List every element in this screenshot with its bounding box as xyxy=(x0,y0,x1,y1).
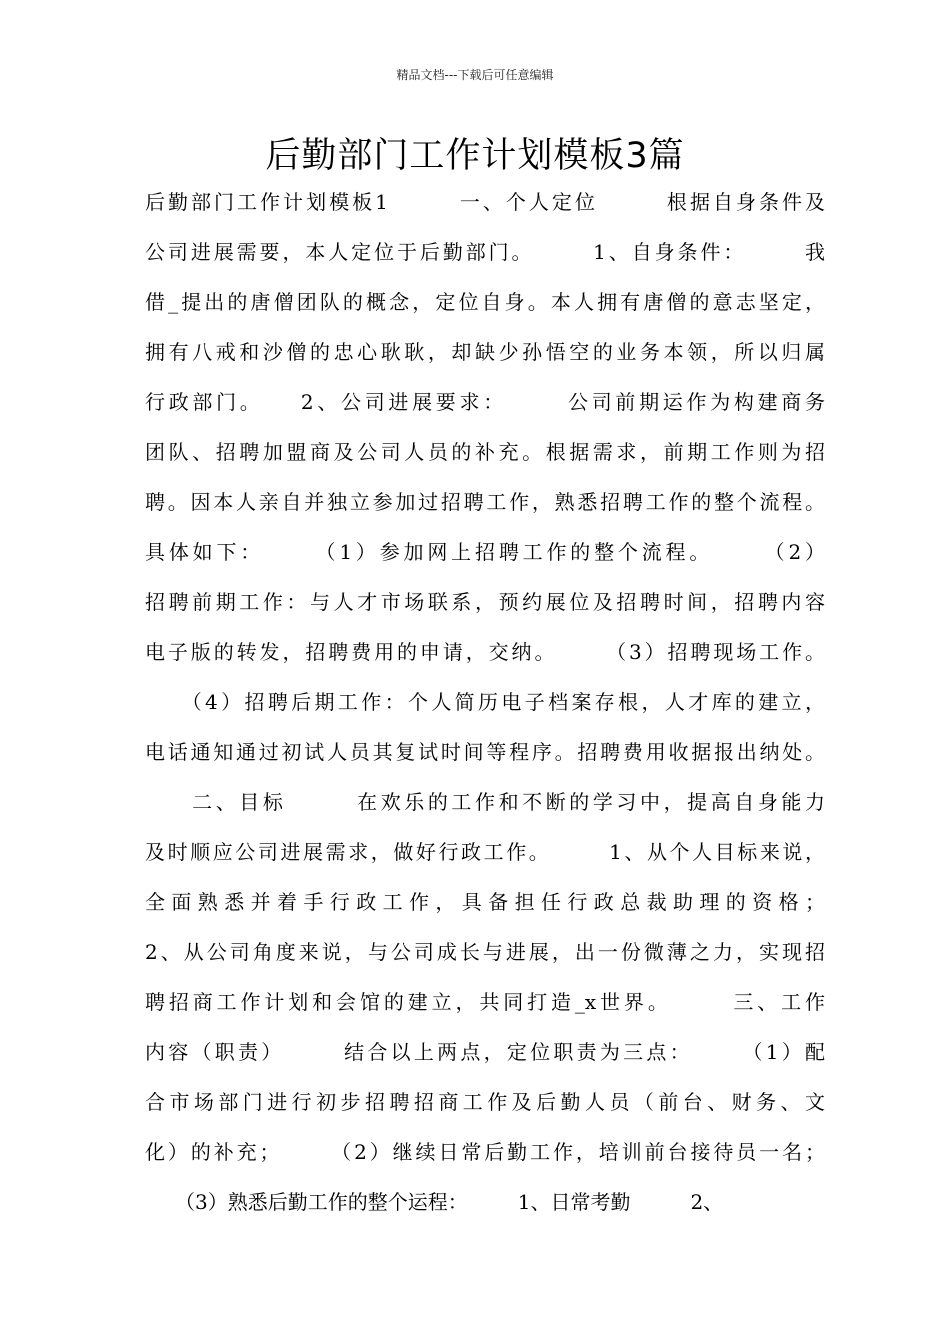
body-line: 公司进展需要，本人定位于后勤部门。 1、自身条件： 我 xyxy=(145,240,825,264)
body-line: 2、从公司角度来说，与公司成长与进展，出一份微薄之力，实现招 xyxy=(145,940,825,964)
body-line: 团队、招聘加盟商及公司人员的补充。根据需求，前期工作则为招 xyxy=(145,440,825,464)
body-line: 及时顺应公司进展需求，做好行政工作。 1、从个人目标来说， xyxy=(145,840,825,864)
body-line: 后勤部门工作计划模板1 一、个人定位 根据自身条件及 xyxy=(145,190,825,214)
body-line: 聘。因本人亲自并独立参加过招聘工作，熟悉招聘工作的整个流程。 xyxy=(145,490,825,514)
body-line: 全面熟悉并着手行政工作，具备担任行政总裁助理的资格； xyxy=(145,890,825,914)
body-line: 借_提出的唐僧团队的概念，定位自身。本人拥有唐僧的意志坚定， xyxy=(145,290,825,314)
body-line: 合市场部门进行初步招聘招商工作及后勤人员（前台、财务、文 xyxy=(145,1090,825,1114)
body-line: 电话通知通过初试人员其复试时间等程序。招聘费用收据报出纳处。 xyxy=(145,740,825,764)
body-line: 电子版的转发，招聘费用的申请，交纳。 （3）招聘现场工作。 xyxy=(145,640,825,664)
body-line: 行政部门。 2、公司进展要求： 公司前期运作为构建商务 xyxy=(145,390,825,414)
body-line: 内容（职责） 结合以上两点，定位职责为三点： （1）配 xyxy=(145,1040,825,1064)
body-line: 招聘前期工作：与人才市场联系，预约展位及招聘时间，招聘内容 xyxy=(145,590,825,614)
document-title: 后勤部门工作计划模板3篇 xyxy=(265,136,685,176)
document-body xyxy=(145,177,825,1227)
body-line: 化）的补充； （2）继续日常后勤工作，培训前台接待员一名； xyxy=(145,1140,825,1164)
body-line: （3）熟悉后勤工作的整个运程： 1、日常考勤 2、 xyxy=(145,1190,724,1214)
header-note: 精品文档---下载后可任意编辑 xyxy=(396,68,554,82)
body-line: 聘招商工作计划和会馆的建立，共同打造_x世界。 三、工作 xyxy=(145,990,825,1014)
body-line: 拥有八戒和沙僧的忠心耿耿，却缺少孙悟空的业务本领，所以归属 xyxy=(145,340,825,364)
body-line: 二、目标 在欢乐的工作和不断的学习中，提高自身能力 xyxy=(145,790,825,814)
body-line: （4）招聘后期工作：个人简历电子档案存根，人才库的建立， xyxy=(145,690,825,714)
body-line: 具体如下： （1）参加网上招聘工作的整个流程。 （2） xyxy=(145,540,825,564)
